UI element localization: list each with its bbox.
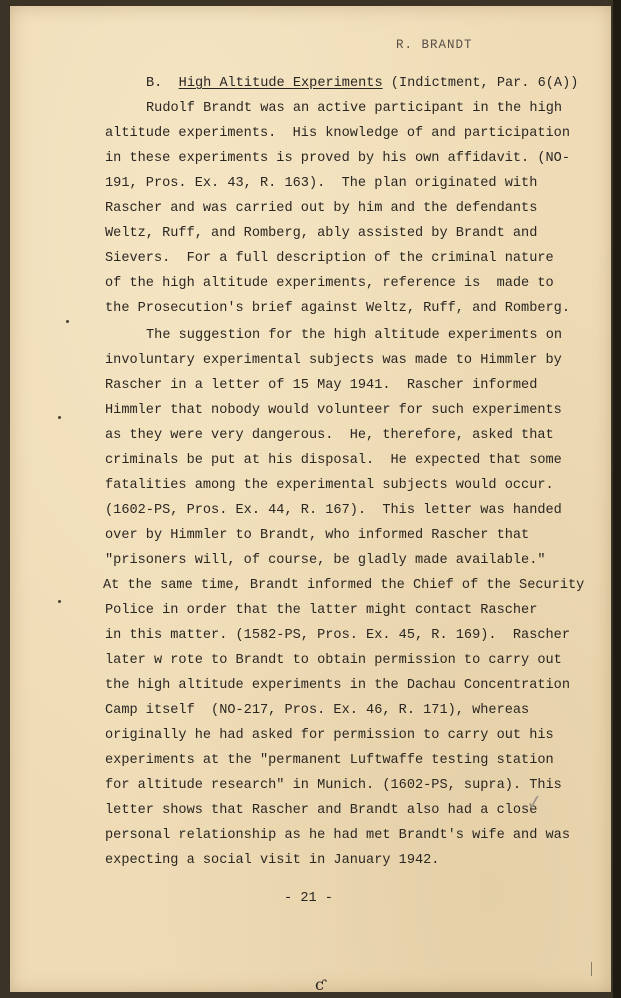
paragraph-line: Himmler that nobody would volunteer for such experiments	[105, 403, 562, 418]
paragraph-line: "prisoners will, of course, be gladly made available."	[105, 553, 546, 568]
paragraph-line: expecting a social visit in January 1942.	[105, 853, 440, 868]
paragraph-line: as they were very dangerous. He, therefore, asked that	[105, 428, 554, 443]
paragraph-line: over by Himmler to Brandt, who informed Rascher that	[105, 528, 530, 543]
paragraph-line: the high altitude experiments in the Dachau Concentration	[105, 678, 570, 693]
paragraph-line: experiments at the "permanent Luftwaffe testing station	[105, 753, 554, 768]
section-letter: B.	[146, 76, 163, 91]
paragraph-line: (1602-PS, Pros. Ex. 44, R. 167). This letter was handed	[105, 503, 562, 518]
paragraph-line: The suggestion for the high altitude experiments on	[146, 328, 563, 343]
paragraph-line: originally he had asked for permission to carry out his	[105, 728, 554, 743]
paragraph-line: Sievers. For a full description of the criminal nature	[105, 251, 554, 266]
paragraph-line: altitude experiments. His knowledge of and participation	[105, 126, 570, 141]
margin-mark	[58, 600, 61, 603]
bottom-mark-icon: ƈ	[315, 975, 324, 994]
margin-mark	[58, 416, 61, 419]
paragraph-line: fatalities among the experimental subjects would occur.	[105, 478, 554, 493]
page-number: - 21 -	[284, 891, 333, 906]
paragraph-line: 191, Pros. Ex. 43, R. 163). The plan originated with	[105, 176, 538, 191]
check-mark-icon: ✓	[524, 788, 545, 816]
paragraph-line: of the high altitude experiments, reference is made to	[105, 276, 554, 291]
paragraph-line: for altitude research" in Munich. (1602-PS, supra). This	[105, 778, 562, 793]
paragraph-line: Rascher and was carried out by him and the defendants	[105, 201, 538, 216]
section-title: High Altitude Experiments	[178, 76, 383, 91]
edge-mark	[591, 962, 592, 976]
scan-edge	[613, 0, 621, 998]
paragraph-line: At the same time, Brandt informed the Chief of the Security	[103, 578, 585, 593]
section-reference: (Indictment, Par. 6(A))	[390, 76, 579, 91]
paragraph-line: Weltz, Ruff, and Romberg, ably assisted by Brandt and	[105, 226, 538, 241]
header-defendant-name: R. BRANDT	[396, 38, 473, 52]
paragraph-line: Rudolf Brandt was an active participant in the high	[146, 101, 563, 116]
paragraph-line: Police in order that the latter might contact Rascher	[105, 603, 538, 618]
paragraph-line: Camp itself (NO-217, Pros. Ex. 46, R. 171), whereas	[105, 703, 530, 718]
paragraph-line: criminals be put at his disposal. He expected that some	[105, 453, 562, 468]
paragraph-line: Rascher in a letter of 15 May 1941. Rascher informed	[105, 378, 538, 393]
paragraph-line: later w rote to Brandt to obtain permission to carry out	[105, 653, 562, 668]
section-heading	[146, 76, 578, 92]
paragraph-line: in this matter. (1582-PS, Pros. Ex. 45, R. 169). Rascher	[105, 628, 570, 643]
paragraph-line: letter shows that Rascher and Brandt also had a close	[105, 803, 538, 818]
margin-mark	[66, 320, 69, 323]
paragraph-line: personal relationship as he had met Brandt's wife and was	[105, 828, 570, 843]
paragraph-line: the Prosecution's brief against Weltz, Ruff, and Romberg.	[105, 301, 570, 316]
paragraph-line: in these experiments is proved by his own affidavit. (NO-	[105, 151, 570, 166]
paragraph-line: involuntary experimental subjects was made to Himmler by	[105, 353, 562, 368]
